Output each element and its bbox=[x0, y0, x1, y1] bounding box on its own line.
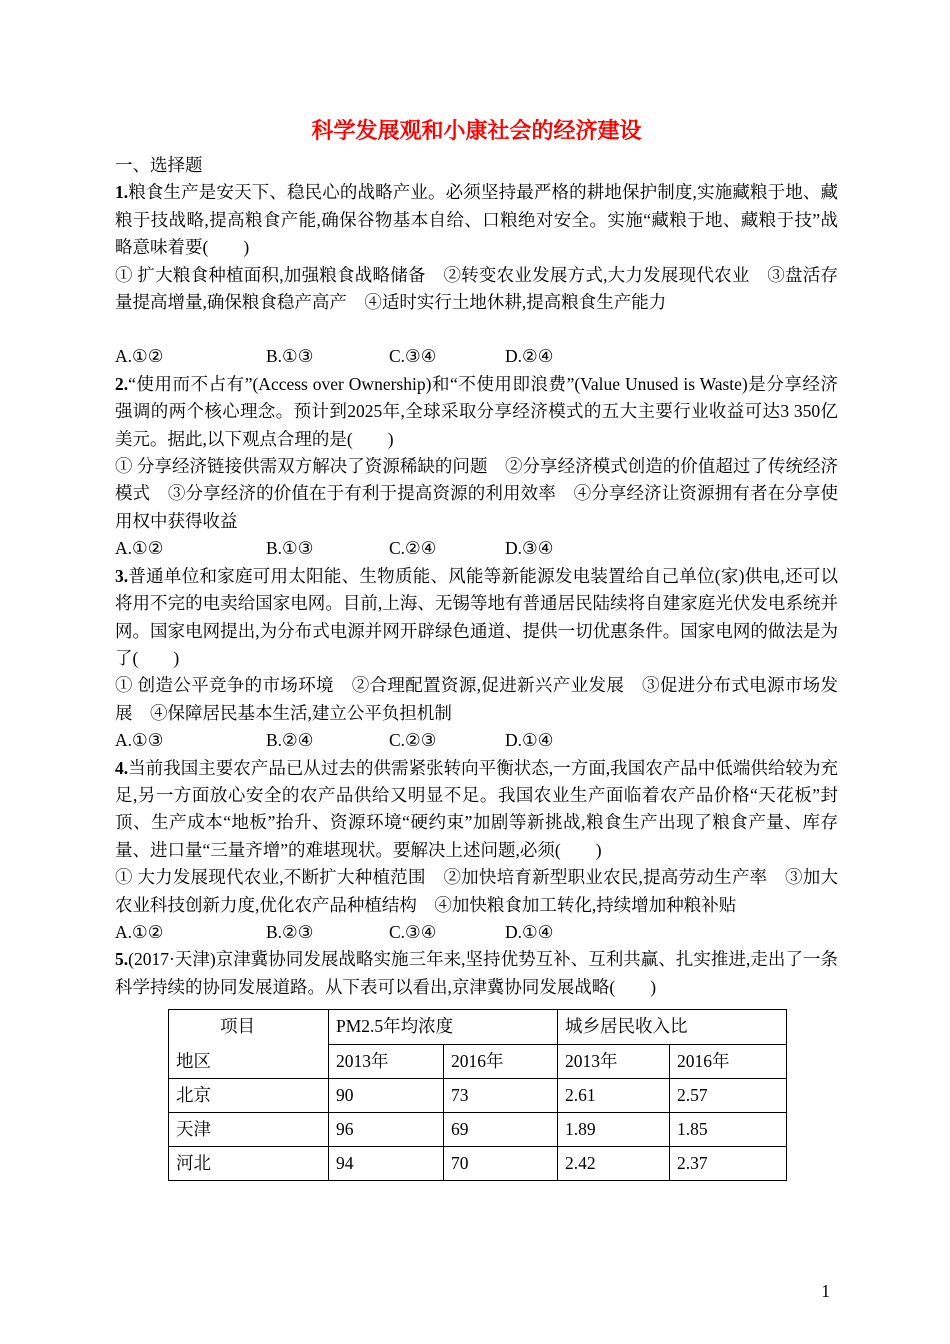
question-options-text: ① 分享经济链接供需双方解决了资源稀缺的问题 ②分享经济模式创造的价值超过了传统经济模式 ③分享经济的价值在于有利于提高资源的利用效率 ④分享经济让资源拥有者在分享使用权中获得收益 bbox=[115, 456, 838, 531]
subheader-year: 2016年 bbox=[444, 1044, 558, 1079]
answer-choices bbox=[115, 535, 838, 562]
region-cell: 天津 bbox=[169, 1113, 329, 1147]
value-cell: 96 bbox=[329, 1113, 444, 1147]
region-cell: 河北 bbox=[169, 1147, 329, 1181]
answer-choices bbox=[115, 343, 838, 370]
choice-d: D.②④ bbox=[505, 346, 554, 367]
choice-b: B.①③ bbox=[266, 538, 314, 559]
choice-b: B.①③ bbox=[266, 346, 314, 367]
choice-c: C.③④ bbox=[389, 346, 437, 367]
subheader-year: 2016年 bbox=[670, 1044, 787, 1079]
table-row bbox=[169, 1113, 787, 1147]
value-cell: 2.37 bbox=[670, 1147, 787, 1181]
document-title: 科学发展观和小康社会的经济建设 bbox=[311, 118, 642, 143]
question-number: 5. bbox=[115, 949, 129, 970]
table-row bbox=[169, 1147, 787, 1181]
question-text: 当前我国主要农产品已从过去的供需紧张转向平衡状态,一方面,我国农产品中低端供给较为充足,另一方面放心安全的农产品供给又明显不足。我国农业生产面临着农产品价格“天花板”封顶、生产成本“地板”抬升、资源环境“硬约束”加剧等新挑战,粮食生产出现了粮食产量、库存量、进口量“三量齐增”的难堪现状。要解决上述问题,必须( ) bbox=[115, 757, 838, 860]
choice-c: C.②③ bbox=[389, 730, 437, 751]
value-cell: 70 bbox=[444, 1147, 558, 1181]
subheader-year: 2013年 bbox=[329, 1044, 444, 1079]
question-2 bbox=[115, 371, 838, 563]
corner-label-top: 项目 bbox=[220, 1016, 255, 1037]
value-cell: 2.57 bbox=[670, 1079, 787, 1113]
question-text: (2017·天津)京津冀协同发展战略实施三年来,坚持优势互补、互利共赢、扎实推进,走出了一条科学持续的协同发展道路。从下表可以看出,京津冀协同发展战略( ) bbox=[115, 949, 838, 997]
value-cell: 2.42 bbox=[558, 1147, 670, 1181]
section-heading: 一、选择题 bbox=[115, 155, 203, 175]
value-cell: 2.61 bbox=[558, 1079, 670, 1113]
question-stem bbox=[115, 563, 838, 673]
question-number: 4. bbox=[115, 757, 129, 778]
question-stem bbox=[115, 179, 838, 261]
group-header-pm25: PM2.5年均浓度 bbox=[329, 1010, 558, 1045]
choice-a: A.①② bbox=[115, 538, 164, 559]
value-cell: 90 bbox=[329, 1079, 444, 1113]
choice-c: C.②④ bbox=[389, 538, 437, 559]
subheader-year: 2013年 bbox=[558, 1044, 670, 1079]
choice-a: A.①② bbox=[115, 921, 164, 942]
corner-label-bottom: 地区 bbox=[176, 1051, 211, 1072]
region-cell: 北京 bbox=[169, 1079, 329, 1113]
choice-b: B.②④ bbox=[266, 730, 314, 751]
question-text: “使用而不占有”(Access over Ownership)和“不使用即浪费”(Value Unused is Waste)是分享经济强调的两个核心理念。预计到2025年,全球采取分享经济模式的五大主要行业收益可达3 350亿美元。据此,以下观点合理的是( ) bbox=[115, 373, 838, 449]
choice-a: A.①③ bbox=[115, 730, 164, 751]
question-4 bbox=[115, 755, 838, 947]
value-cell: 1.89 bbox=[558, 1113, 670, 1147]
question-5 bbox=[115, 946, 838, 1181]
question-number: 1. bbox=[115, 182, 129, 203]
answer-choices bbox=[115, 727, 838, 754]
question-text: 普通单位和家庭可用太阳能、生物质能、风能等新能源发电装置给自己单位(家)供电,还可以将用不完的电卖给国家电网。目前,上海、无锡等地有普通居民陆续将自建家庭光伏发电系统并网。国家电网提出,为分布式电源并网开辟绿色通道、提供一切优惠条件。国家电网的做法是为了( ) bbox=[115, 565, 838, 668]
question-options-text: ① 创造公平竞争的市场环境 ②合理配置资源,促进新兴产业发展 ③促进分布式电源市场发展 ④保障居民基本生活,建立公平负担机制 bbox=[115, 675, 838, 723]
question-stem bbox=[115, 755, 838, 865]
value-cell: 94 bbox=[329, 1147, 444, 1181]
question-number: 3. bbox=[115, 565, 129, 586]
choice-b: B.②③ bbox=[266, 921, 314, 942]
table-group-header-row bbox=[169, 1010, 787, 1045]
question-stem bbox=[115, 371, 838, 453]
table-row bbox=[169, 1079, 787, 1113]
choice-d: D.③④ bbox=[505, 538, 554, 559]
value-cell: 73 bbox=[444, 1079, 558, 1113]
question-1 bbox=[115, 179, 838, 370]
page-number: 1 bbox=[821, 1281, 830, 1301]
question-number: 2. bbox=[115, 373, 129, 394]
data-table-wrapper bbox=[168, 1009, 838, 1181]
value-cell: 1.85 bbox=[670, 1113, 787, 1147]
answer-choices bbox=[115, 919, 838, 946]
comparison-table bbox=[168, 1009, 787, 1181]
choice-d: D.①④ bbox=[505, 730, 554, 751]
blank-line bbox=[115, 316, 838, 343]
choice-d: D.①④ bbox=[505, 921, 554, 942]
question-3 bbox=[115, 563, 838, 755]
choice-a: A.①② bbox=[115, 346, 164, 367]
choice-c: C.③④ bbox=[389, 921, 437, 942]
question-stem bbox=[115, 946, 838, 1001]
question-options-text: ① 大力发展现代农业,不断扩大种植范围 ②加快培育新型职业农民,提高劳动生产率 ③加大农业科技创新力度,优化农产品种植结构 ④加快粮食加工转化,持续增加种粮补贴 bbox=[115, 867, 838, 915]
corner-cell bbox=[169, 1010, 329, 1079]
question-text: 粮食生产是安天下、稳民心的战略产业。必须坚持最严格的耕地保护制度,实施藏粮于地、藏粮于技战略,提高粮食产能,确保谷物基本自给、口粮绝对安全。实施“藏粮于地、藏粮于技”战略意味着要( ) bbox=[115, 182, 838, 258]
group-header-income-ratio: 城乡居民收入比 bbox=[558, 1010, 787, 1045]
value-cell: 69 bbox=[444, 1113, 558, 1147]
question-options-text: ① 扩大粮食种植面积,加强粮食战略储备 ②转变农业发展方式,大力发展现代农业 ③盘活存量提高增量,确保粮食稳产高产 ④适时实行土地休耕,提高粮食生产能力 bbox=[115, 264, 838, 313]
